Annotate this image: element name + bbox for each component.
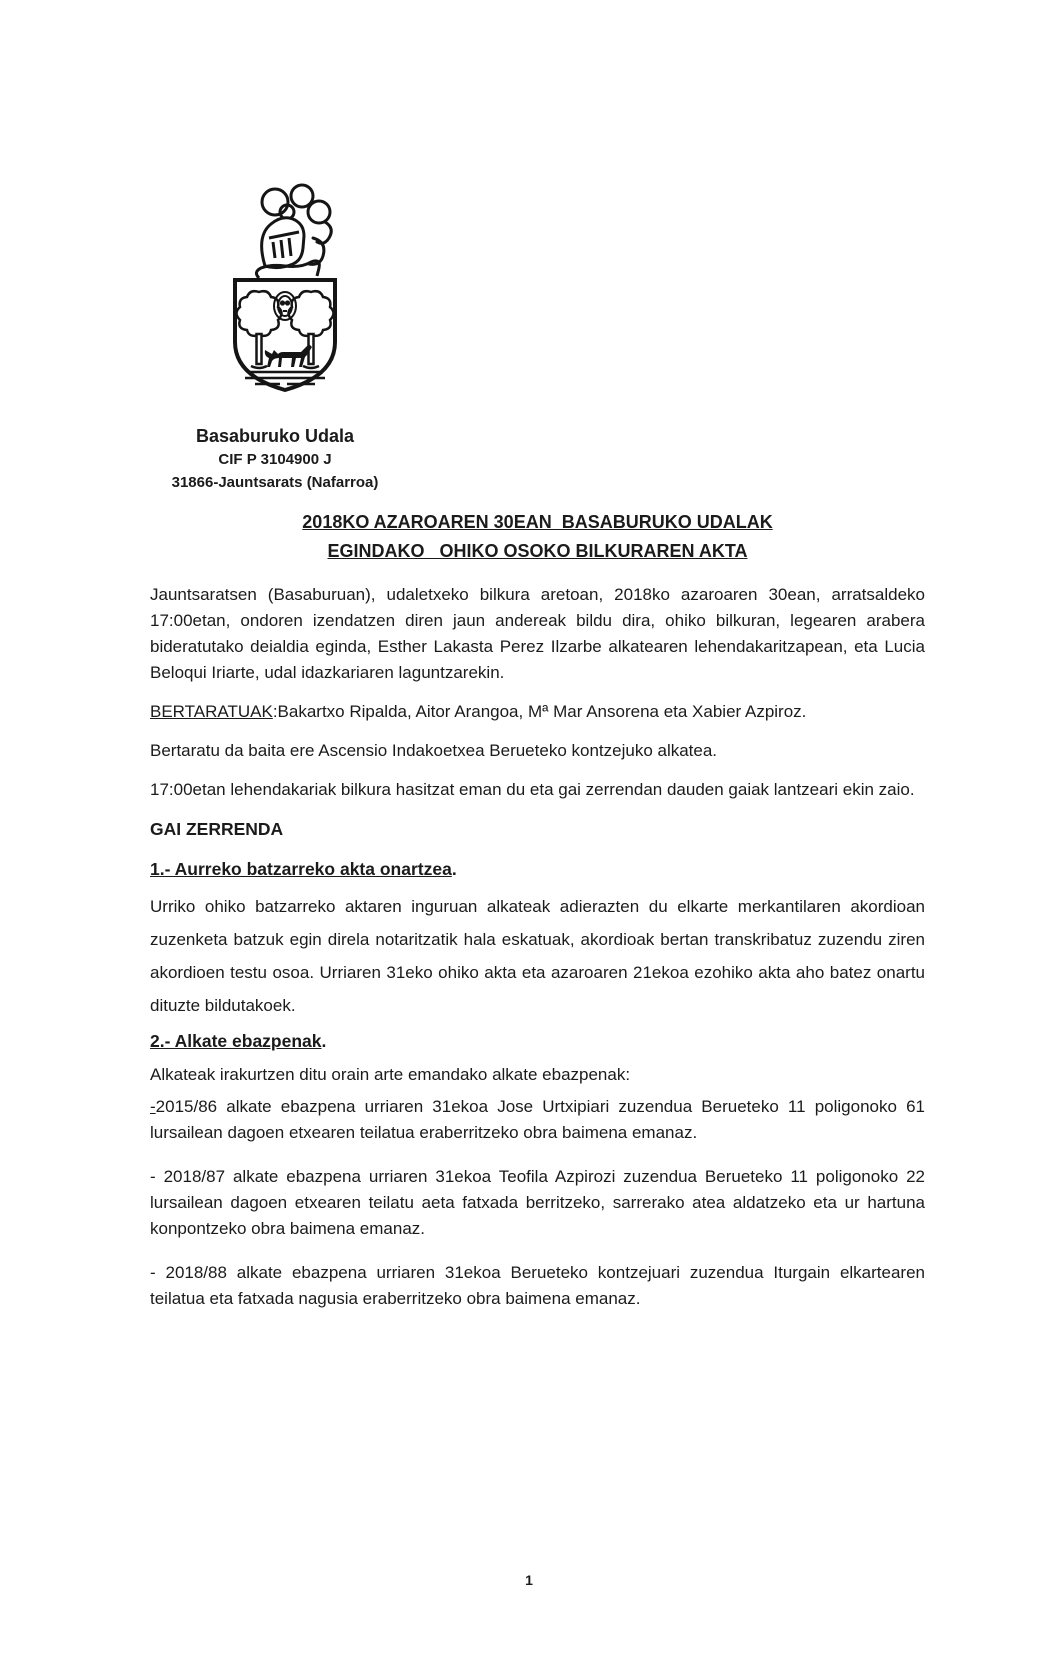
attendees-paragraph [150,699,925,725]
session-opening-paragraph: 17:00etan lehendakariak bilkura hasitzat eman du eta gai zerrendan dauden gaiak lantzeari ekin zaio. [150,780,915,799]
document-title-line-1: 2018KO AZAROAREN 30EAN BASABURUKO UDALAK [302,512,773,532]
organization-cif: CIF P 3104900 J [218,451,332,468]
section-1-heading: 1.- Aurreko batzarreko akta onartzea. [150,859,457,879]
document-page [0,182,1058,1679]
document-title-line-2: EGINDAKO OHIKO OSOKO BILKURAREN AKTA [327,541,748,561]
resolution-text: - 2018/88 alkate ebazpena urriaren 31ekoa Berueteko kontzejuari zuzendua Iturgain elkartearen teilatua eta fatxada nagusia eraberritzeko obra baimena emanaz. [150,1263,925,1308]
section-1-paragraph: Urriko ohiko batzarreko aktaren inguruan alkateak adierazten du elkarte merkantilaren akordioan zuzenketa batzuk egin direla notaritzatik hala eskatuak, akordioak bertan transkribatuz zuzendu ziren akordioen testu osoa. Urriaren 31eko ohiko akta eta azaroaren 21ekoa ezohiko akta aho batez onartu dituzte bildutakoek. [150,897,925,1015]
helmet-icon [256,218,319,278]
also-present-paragraph: Bertaratu da baita ere Ascensio Indakoetxea Berueteko kontzejuko alkatea. [150,741,718,760]
resolution-item [150,1164,925,1242]
agenda-heading: GAI ZERRENDA [150,819,284,839]
letterhead [150,424,400,494]
organization-address: 31866-Jauntsarats (Nafarroa) [171,474,379,491]
attendees-list: :Bakartxo Ripalda, Aitor Arangoa, Mª Mar Ansorena eta Xabier Azpiroz. [272,702,807,721]
page-number: 1 [525,1572,533,1588]
resolutions-intro: Alkateak irakurtzen ditu orain arte emandako alkate ebazpenak: [150,1065,631,1084]
attendees-label: BERTARATUAK [150,702,273,721]
section-2-heading: 2.- Alkate ebazpenak. [150,1031,327,1051]
resolution-item [150,1094,925,1146]
resolution-text: 2015/86 alkate ebazpena urriaren 31ekoa Jose Urtxipiari zuzendua Berueteko 11 poligonoko 61 lursailean dagoen etxearen teilatua eraberritzeko obra baimena emanaz. [150,1097,925,1142]
municipal-crest-icon [225,182,345,398]
page-content [0,182,1058,1312]
organization-name: Basaburuko Udala [195,426,355,446]
intro-paragraph: Jauntsaratsen (Basaburuan), udaletxeko bilkura aretoan, 2018ko azaroaren 30ean, arratsaldeko 17:00etan, ondoren izendatzen diren jaun andereak bildu dira, ohiko bilkuran, legearen arabera bideratutako deialdia eginda, Esther Lakasta Perez Ilzarbe alkatearen lehendakaritzapean, eta Lucia Beloqui Iriarte, udal idazkariaren laguntzarekin. [150,585,925,682]
coat-of-arms [225,182,345,398]
resolution-text: - 2018/87 alkate ebazpena urriaren 31ekoa Teofila Azpirozi zuzendua Berueteko 11 poligonoko 22 lursailean dagoen etxearen teilatu aeta fatxada berritzeko, sarrerako atea aldatzeko eta ur hartuna konpontzeko obra baimena emanaz. [150,1167,925,1238]
document-title [150,508,925,566]
resolution-dash: - [150,1097,156,1116]
resolution-item [150,1260,925,1312]
